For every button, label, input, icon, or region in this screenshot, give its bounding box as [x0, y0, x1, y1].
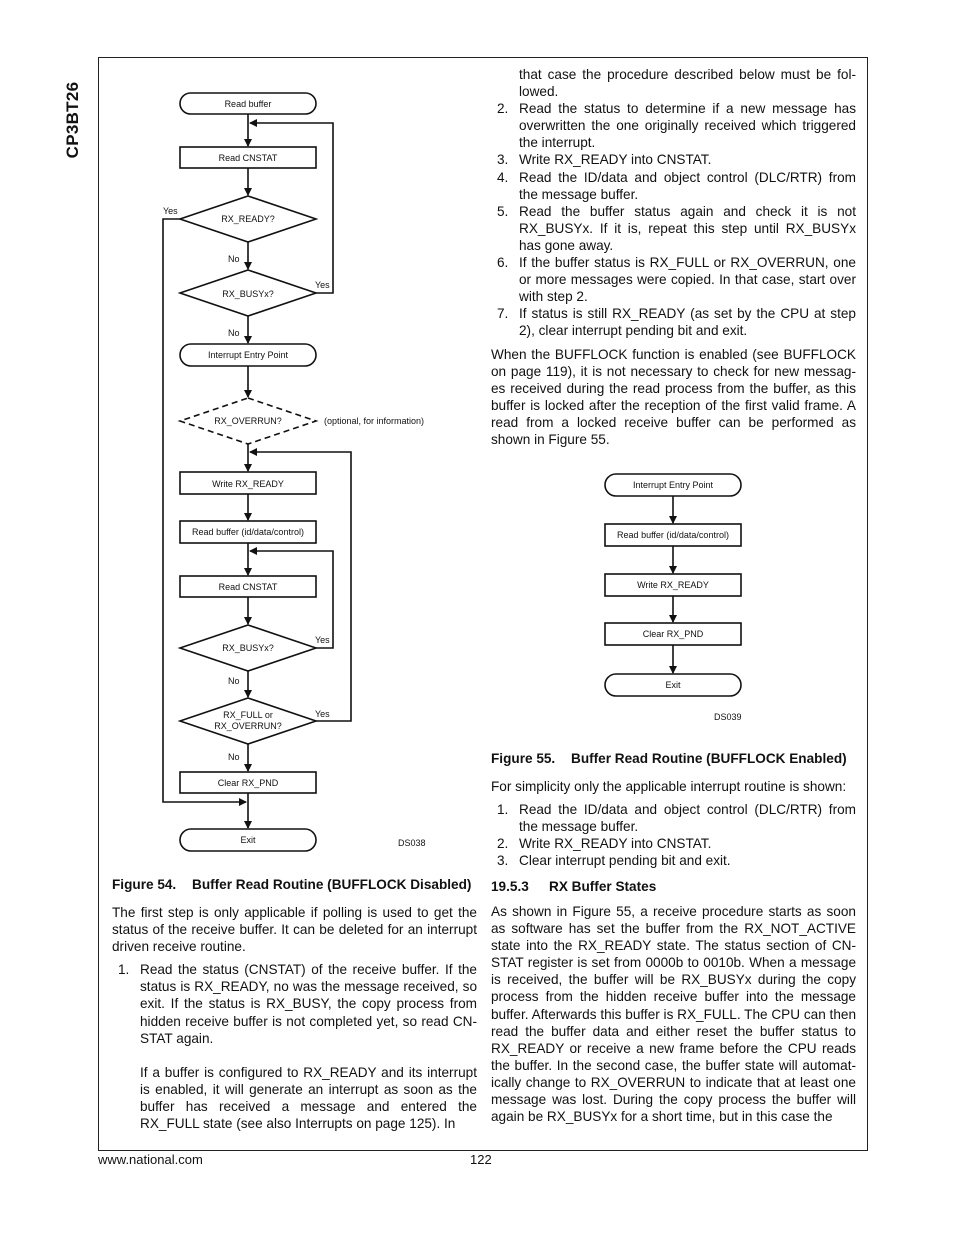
- label-rx-full-1: RX_FULL or: [223, 710, 273, 720]
- branch-yes-rx-busyx-2: Yes: [315, 635, 330, 645]
- figure-54-caption: [112, 877, 471, 892]
- label-read-buffer: Read buffer: [224, 99, 272, 109]
- f55-label-clear-rx-pnd: Clear RX_PND: [642, 629, 704, 639]
- enabled-step-3: [491, 852, 856, 869]
- enabled-step-2: [491, 835, 856, 852]
- right-step-4: [491, 169, 856, 203]
- right-step-5: [491, 203, 856, 254]
- right-step-5-num: 5.: [497, 203, 509, 219]
- label-optional-note: (optional, for information): [324, 416, 425, 426]
- label-read-cnstat-2: Read CNSTAT: [218, 582, 278, 592]
- right-step-7-num: 7.: [497, 306, 509, 322]
- section-heading: [491, 879, 656, 894]
- enabled-step-1-num: 1.: [497, 802, 509, 818]
- enabled-steps-list: [491, 801, 856, 869]
- enabled-step-2-text: Write RX_READY into CNSTAT.: [519, 836, 712, 852]
- enabled-step-1-text: Read the ID/data and object control (DLC/RTR) from the message buffer.: [519, 802, 856, 835]
- right-step-3-num: 3.: [497, 152, 509, 168]
- label-rx-full-2: RX_OVERRUN?: [214, 721, 282, 731]
- left-step-1-num: 1.: [118, 962, 130, 978]
- sidebar-title-text: CP3BT26: [63, 81, 82, 159]
- label-read-buffer-idc: Read buffer (id/data/control): [192, 527, 304, 537]
- f55-label-read-buffer-idc: Read buffer (id/data/control): [617, 530, 729, 540]
- simplicity-paragraph: For simplicity only the applicable interrupt routine is shown:: [491, 779, 847, 794]
- right-step-2-text: Read the status to determine if a new message has overwritten the one originally received which triggered the interrupt.: [519, 101, 856, 151]
- right-step-4-text: Read the ID/data and object control (DLC/RTR) from the message buffer.: [519, 169, 856, 202]
- left-step-1-text: Read the status (CNSTAT) of the receive buffer. If the status is RX_READY, no was the message received, so exit. If the status is RX_BUSY, the copy process from hidden receive buffer is not completed yet, so read CN-STAT again.: [140, 962, 477, 1046]
- label-interrupt-entry: Interrupt Entry Point: [207, 350, 289, 360]
- right-step-4-num: 4.: [497, 169, 509, 185]
- left-steps-list: [112, 961, 477, 1132]
- f55-label-interrupt-entry: Interrupt Entry Point: [632, 480, 714, 490]
- drawing-id-ds038: DS038: [398, 838, 426, 848]
- right-step-7-text: If status is still RX_READY (as set by the CPU at step 2), clear interrupt pending bit and exit.: [519, 306, 856, 339]
- right-step-6-text: If the buffer status is RX_FULL or RX_OVERRUN, one or more messages were copied. In that case, start over with step 2.: [519, 255, 856, 305]
- label-write-rx-ready: Write RX_READY: [212, 479, 284, 489]
- enabled-step-3-text: Clear interrupt pending bit and exit.: [519, 853, 731, 869]
- branch-no-rx-busyx-2: No: [228, 676, 240, 686]
- label-rx-overrun: RX_OVERRUN?: [214, 416, 282, 426]
- branch-no-rx-busyx-1: No: [228, 328, 240, 338]
- figure-55-caption: [491, 751, 847, 766]
- rx-states-paragraph-wrap: [491, 903, 856, 1125]
- label-rx-ready: RX_READY?: [221, 214, 275, 224]
- right-step-6-num: 6.: [497, 255, 509, 271]
- enabled-step-1: [491, 801, 856, 835]
- right-step-3-text: Write RX_READY into CNSTAT.: [519, 152, 712, 168]
- f55-label-write-rx-ready: Write RX_READY: [637, 580, 709, 590]
- figure-54-caption-num: Figure 54.: [112, 877, 177, 892]
- right-step-6: [491, 254, 856, 305]
- f55-label-exit: Exit: [665, 680, 681, 690]
- right-step-7: [491, 305, 856, 339]
- branch-yes-rx-full: Yes: [315, 709, 330, 719]
- label-rx-busyx-1: RX_BUSYx?: [222, 289, 274, 299]
- right-column-bottom: [491, 778, 856, 869]
- right-step-2: [491, 100, 856, 151]
- footer-page-number: 122: [470, 1152, 492, 1167]
- figure-54-caption-title: Buffer Read Routine (BUFFLOCK Disabled): [192, 877, 472, 892]
- left-step-1: [112, 961, 477, 1132]
- branch-yes-rx-busyx-1: Yes: [315, 280, 330, 290]
- branch-no-rx-ready: No: [228, 254, 240, 264]
- enabled-step-3-num: 3.: [497, 853, 509, 869]
- right-step-5-text: Read the buffer status again and check it is not RX_BUSYx. If it is, repeat this step until RX_BUSYx has gone away.: [519, 203, 856, 253]
- section-title: RX Buffer States: [549, 879, 657, 894]
- section-number: 19.5.3: [491, 879, 529, 894]
- intro-paragraph: The first step is only applicable if polling is used to get the status of the receive buffer. It can be deleted for an interrupt driven receive routine.: [112, 905, 477, 955]
- footer-website[interactable]: www.national.com: [98, 1152, 203, 1167]
- label-exit: Exit: [240, 835, 256, 845]
- left-step-1-continuation: If a buffer is configured to RX_READY and its interrupt is enabled, it will generate an interrupt as soon as the buffer has received a message and entered the RX_FULL state (see also Interrupts on page 125). In: [140, 1064, 477, 1132]
- bufflock-paragraph: When the BUFFLOCK function is enabled (see BUFFLOCK on page 119), it is not necessary to check for new messag-es received during the read process from the buffer, as this buffer is locked after the reception of the first valid frame. A read from a locked receive buffer can be performed as shown in Figure 55.: [491, 346, 856, 447]
- drawing-id-ds039: DS039: [714, 712, 742, 722]
- label-read-cnstat-1: Read CNSTAT: [218, 153, 278, 163]
- label-clear-rx-pnd: Clear RX_PND: [217, 778, 279, 788]
- right-step-2-num: 2.: [497, 101, 509, 117]
- label-rx-busyx-2: RX_BUSYx?: [222, 643, 274, 653]
- branch-yes-rx-ready: Yes: [163, 206, 178, 216]
- enabled-step-2-num: 2.: [497, 836, 509, 852]
- right-step-3: [491, 151, 856, 168]
- right-continuation-text: that case the procedure described below must be fol-lowed.: [519, 67, 856, 100]
- right-steps-list: [491, 100, 856, 339]
- branch-no-rx-full: No: [228, 752, 240, 762]
- rx-states-paragraph: As shown in Figure 55, a receive procedure starts as soon as software has set the buffer from the RX_NOT_ACTIVE state into the RX_READY state. The status section of CN-STAT register is set from 0000b to 0010b. When a message is received, the buffer will be RX_BUSYx during the copy process from the hidden receive buffer into the message buffer. Afterwards this buffer is RX_FULL. The CPU can then read the buffer data and either reset the buffer status to RX_READY or receive a new frame before the CPU reads the buffer. In the second case, the buffer state will automat-ically change to RX_OVERRUN to indicate that at least one message was lost. During the copy process the buffer will again be RX_BUSYx for a short time, but in this case the: [491, 904, 856, 1125]
- figure-55-caption-title: Buffer Read Routine (BUFFLOCK Enabled): [571, 751, 847, 766]
- left-column: [112, 904, 477, 1132]
- figure-55-caption-num: Figure 55.: [491, 751, 556, 766]
- right-column-top: [491, 66, 856, 448]
